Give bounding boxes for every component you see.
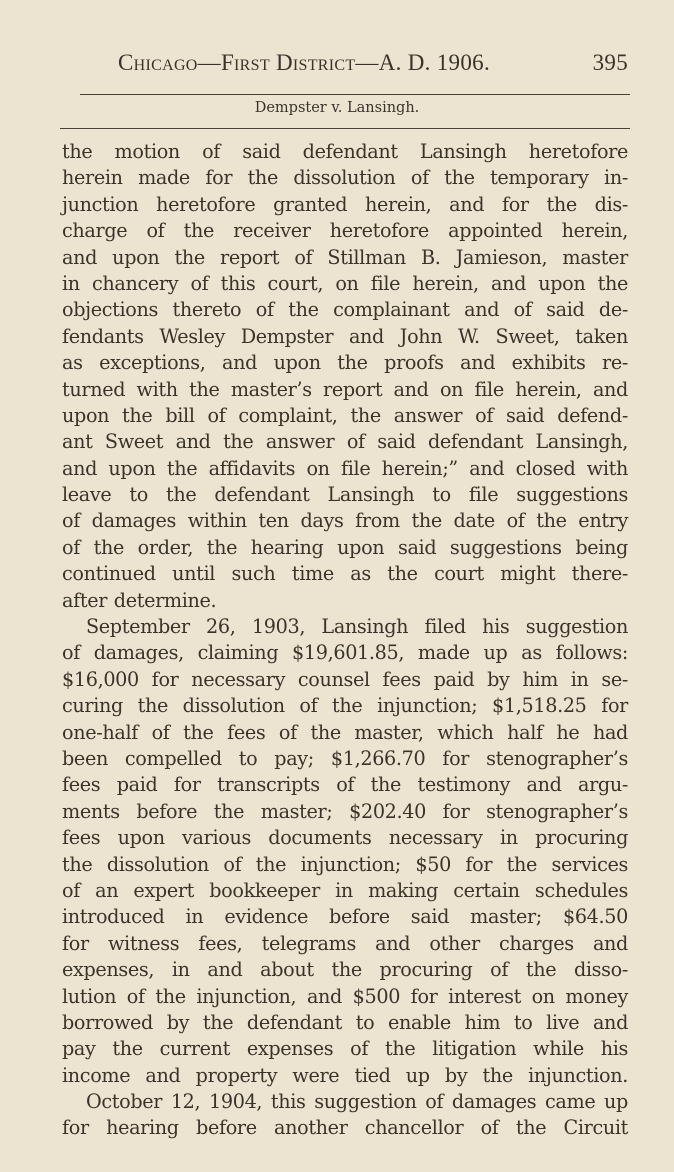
text-line: borrowed by the defendant to enable him to live and	[62, 1010, 628, 1034]
text-line: after determine.	[62, 588, 217, 612]
text-line: September 26, 1903, Lansingh filed his suggestion	[86, 615, 628, 639]
text-line: leave to the defendant Lansingh to file suggestions	[62, 483, 628, 507]
text-line: been compelled to pay; $1,266.70 for stenographer’s	[62, 746, 628, 770]
text-line: of damages, claiming $19,601.85, made up as follows:	[62, 641, 628, 665]
text-line: as exceptions, and upon the proofs and exhibits re-	[62, 351, 628, 375]
text-line: junction heretofore granted herein, and for the dis-	[62, 192, 628, 216]
page-number: 395	[592, 50, 628, 75]
header-rule	[80, 94, 630, 95]
text-line: and upon the report of Stillman B. Jamieson, master	[62, 245, 628, 269]
text-line: for witness fees, telegrams and other charges and	[62, 931, 628, 955]
text-line: upon the bill of complaint, the answer of said defend-	[62, 403, 628, 427]
text-line: expenses, in and about the procuring of the disso-	[62, 958, 628, 982]
case-title: Dempster v. Lansingh.	[254, 100, 420, 116]
text-line: curing the dissolution of the injunction; $1,518.25 for	[62, 694, 628, 718]
text-line: October 12, 1904, this suggestion of damages came up	[86, 1090, 628, 1114]
text-line: for hearing before another chancellor of the Circuit	[62, 1116, 628, 1140]
text-line: fendants Wesley Dempster and John W. Sweet, taken	[62, 324, 628, 348]
text-line: herein made for the dissolution of the temporary in-	[62, 166, 628, 190]
text-line: introduced in evidence before said master; $64.50	[62, 905, 628, 929]
text-line: ant Sweet and the answer of said defendant Lansingh,	[62, 430, 628, 454]
text-line: of the order, the hearing upon said suggestions being	[62, 535, 628, 559]
text-line: ments before the master; $202.40 for stenographer’s	[62, 799, 628, 823]
running-head	[118, 50, 628, 80]
text-line: objections thereto of the complainant and of said de-	[62, 298, 628, 322]
text-line: pay the current expenses of the litigation while his	[62, 1037, 628, 1061]
body-text	[62, 139, 628, 1142]
text-line: charge of the receiver heretofore appointed herein,	[62, 219, 628, 243]
text-line: continued until such time as the court might there-	[62, 562, 628, 586]
case-rule	[60, 128, 630, 129]
running-title: Chicago—First District—A. D. 1906.	[118, 50, 490, 75]
text-line: in chancery of this court, on file herein, and upon the	[62, 271, 628, 295]
text-line: income and property were tied up by the injunction.	[62, 1063, 628, 1087]
text-line: of damages within ten days from the date of the entry	[62, 509, 628, 533]
text-line: fees paid for transcripts of the testimony and argu-	[62, 773, 628, 797]
text-line: and upon the affidavits on file herein;” and closed with	[62, 456, 628, 480]
text-line: the motion of said defendant Lansingh heretofore	[62, 140, 628, 163]
text-line: one-half of the fees of the master, which half he had	[62, 720, 628, 744]
text-line: of an expert bookkeeper in making certain schedules	[62, 878, 628, 902]
text-line: $16,000 for necessary counsel fees paid by him in se-	[62, 667, 628, 691]
text-line: fees upon various documents necessary in procuring	[62, 826, 628, 850]
text-line: lution of the injunction, and $500 for interest on money	[62, 984, 628, 1008]
text-line: the dissolution of the injunction; $50 for the services	[62, 852, 628, 876]
text-line: turned with the master’s report and on file herein, and	[62, 377, 628, 401]
